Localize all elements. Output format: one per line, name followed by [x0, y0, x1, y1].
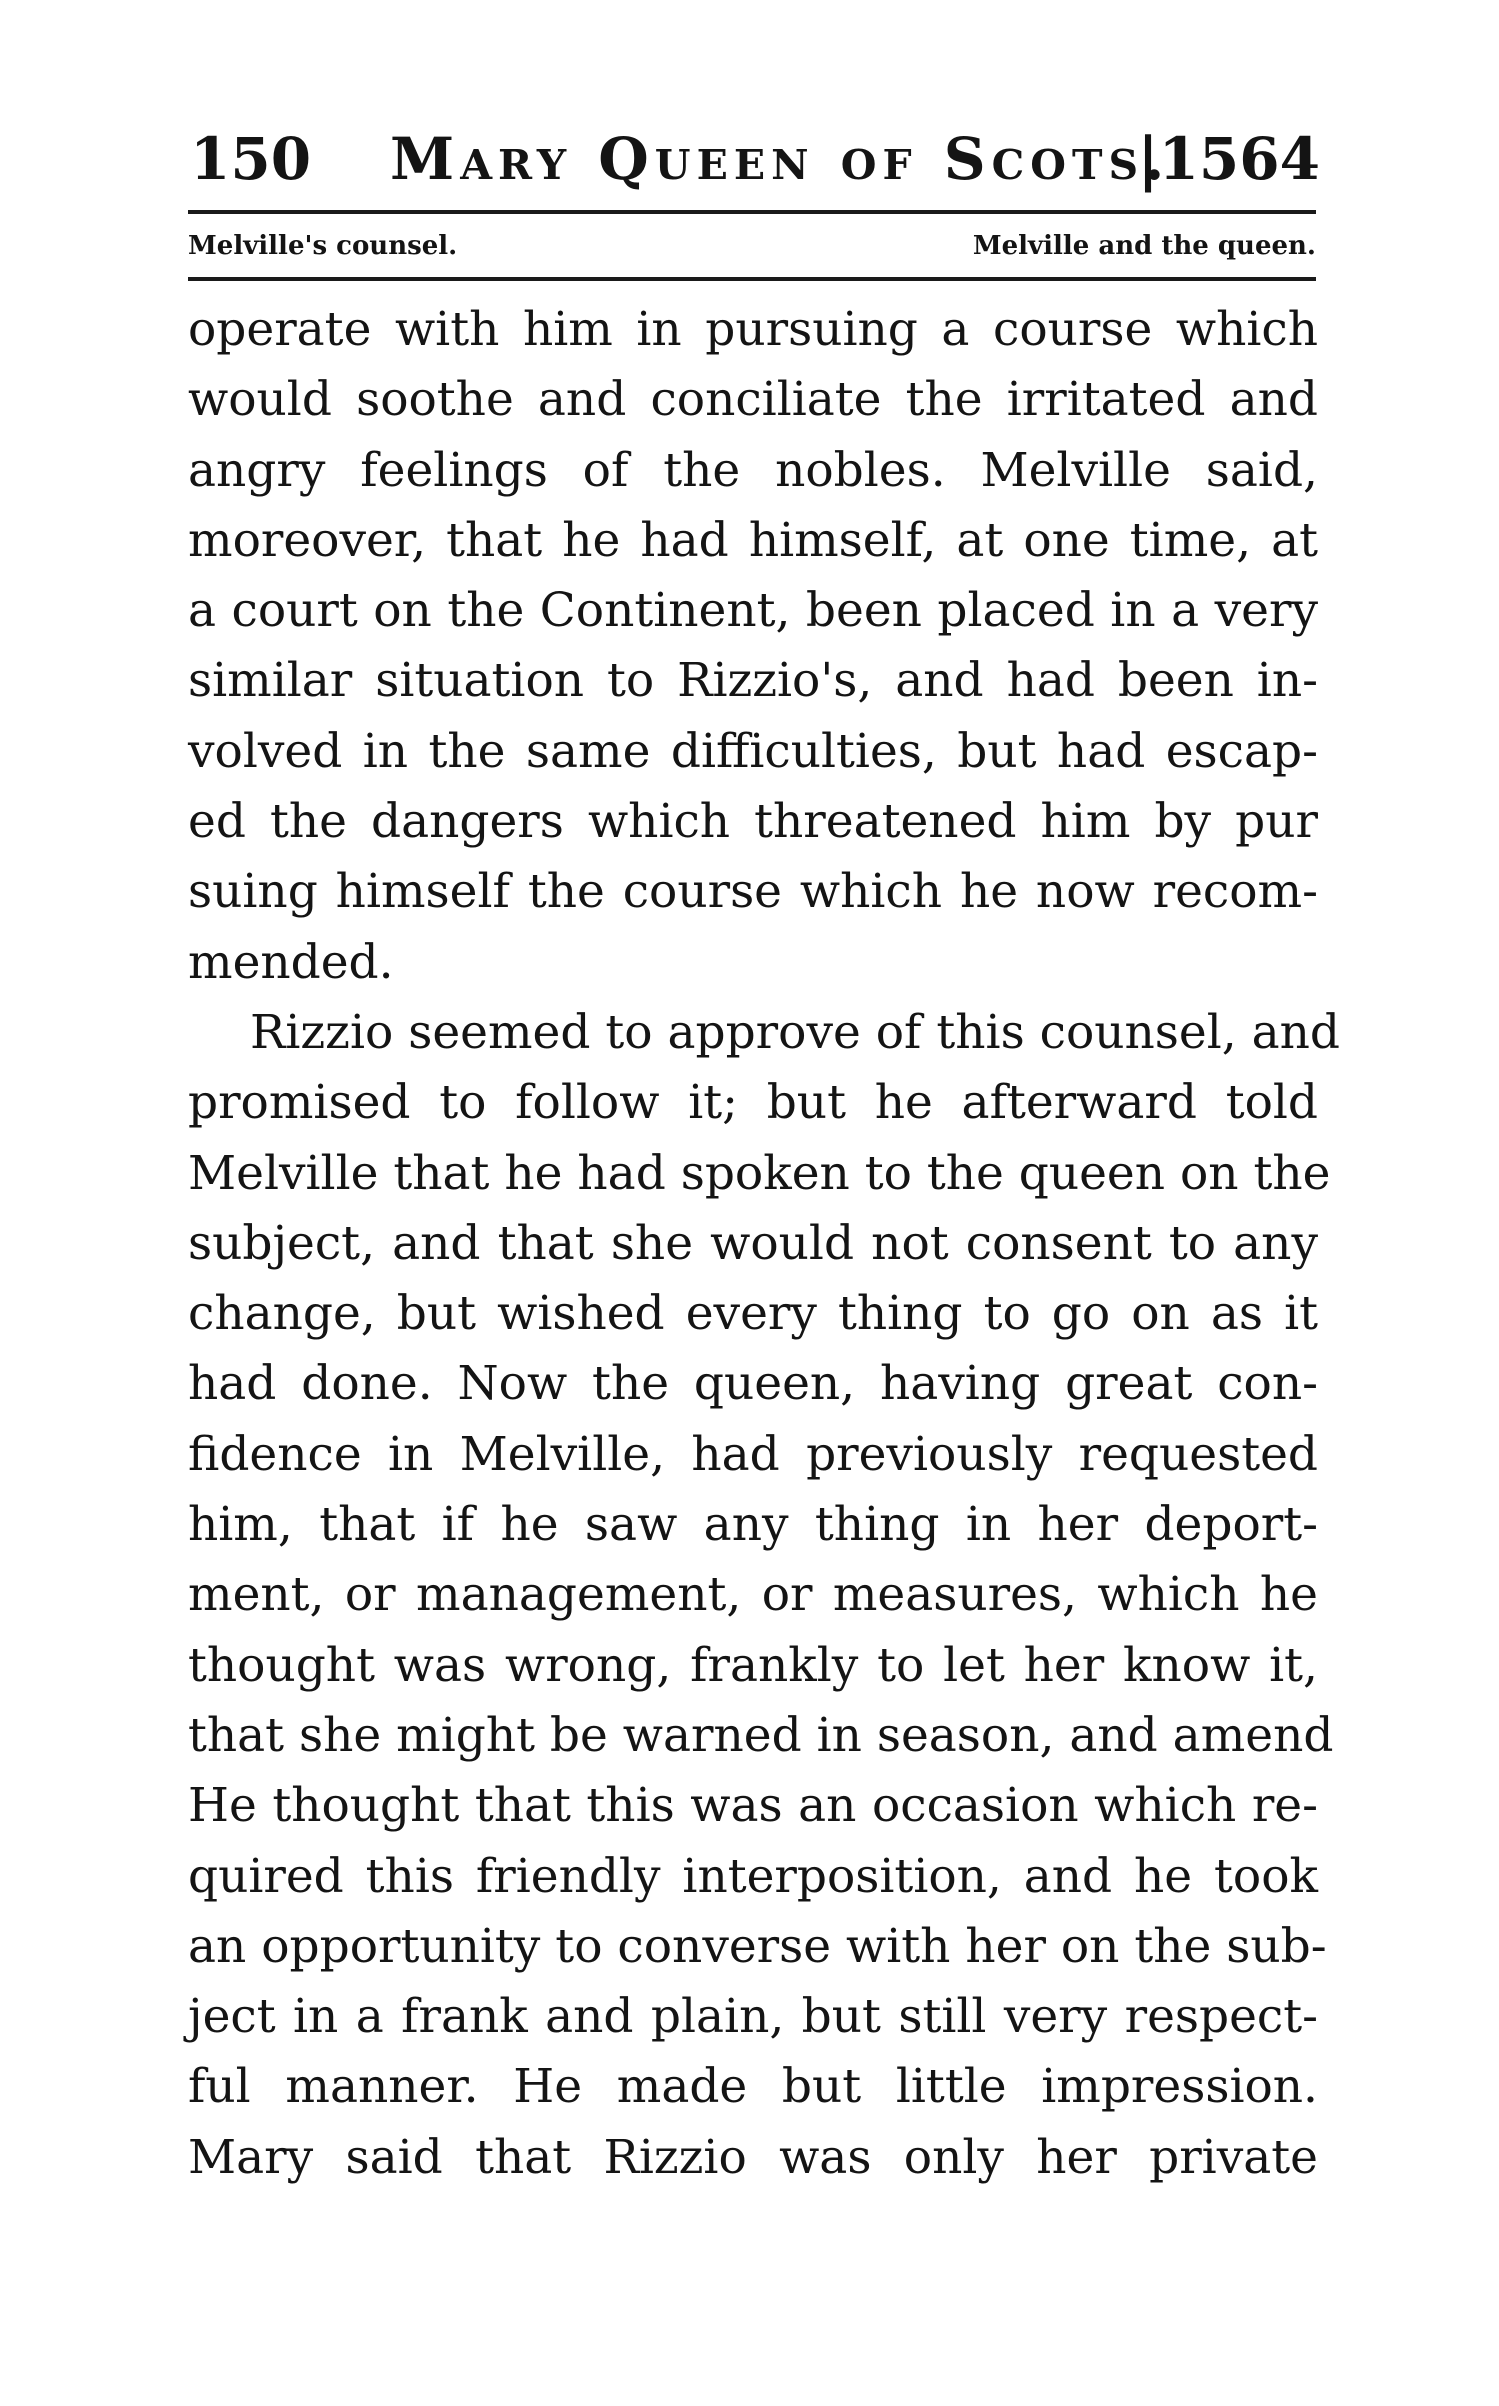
- text-line: fidence in Melville, had previously requested: [188, 1426, 1318, 1482]
- side-note-right: Melville and the queen.: [972, 231, 1316, 261]
- text-line: a court on the Continent, been placed in a very: [188, 583, 1318, 639]
- header-rule-bottom: [188, 277, 1316, 281]
- text-line: Rizzio seemed to approve of this counsel, and: [250, 1004, 1341, 1060]
- text-line: change, but wished every thing to go on as it: [188, 1286, 1318, 1342]
- text-line: He thought that this was an occasion which re-: [188, 1778, 1318, 1834]
- text-line: suing himself the course which he now recom-: [188, 864, 1318, 920]
- text-line: an opportunity to converse with her on the sub-: [188, 1918, 1327, 1974]
- text-line: Mary said that Rizzio was only her private: [188, 2129, 1318, 2185]
- text-line: ject in a frank and plain, but still very respect-: [188, 1989, 1318, 2045]
- text-line: ed the dangers which threatened him by pur: [188, 794, 1318, 850]
- text-line: volved in the same difficulties, but had escap-: [188, 723, 1318, 779]
- body-text: [188, 295, 1341, 2193]
- side-notes: [188, 222, 1316, 270]
- year-marker: |1564: [1137, 125, 1320, 193]
- text-line: thought was wrong, frankly to let her know it,: [188, 1637, 1318, 1693]
- text-line: him, that if he saw any thing in her deport-: [188, 1497, 1318, 1553]
- text-line: would soothe and conciliate the irritated and: [188, 372, 1318, 428]
- text-line: ful manner. He made but little impression.: [188, 2059, 1318, 2115]
- text-line: subject, and that she would not consent to any: [188, 1215, 1318, 1271]
- text-line: moreover, that he had himself, at one time, at: [188, 512, 1318, 568]
- text-line: had done. Now the queen, having great con-: [188, 1356, 1318, 1412]
- text-line: quired this friendly interposition, and he took: [188, 1848, 1318, 1904]
- side-note-left: Melville's counsel.: [188, 231, 458, 261]
- text-line: mended.: [188, 934, 394, 990]
- text-line: operate with him in pursuing a course which: [188, 302, 1318, 357]
- page-number: 150: [190, 125, 312, 193]
- text-line: that she might be warned in season, and amend: [188, 1707, 1334, 1763]
- header-rule-top: [188, 210, 1316, 214]
- text-line: promised to follow it; but he afterward told: [188, 1075, 1318, 1131]
- running-title: Mary Queen of Scots.: [390, 125, 1171, 193]
- text-line: ment, or management, or measures, which he: [188, 1567, 1318, 1623]
- text-line: similar situation to Rizzio's, and had been in-: [188, 653, 1318, 709]
- text-line: angry feelings of the nobles. Melville said,: [188, 442, 1318, 498]
- page-header: [180, 118, 1320, 200]
- text-line: Melville that he had spoken to the queen on the: [188, 1145, 1331, 1201]
